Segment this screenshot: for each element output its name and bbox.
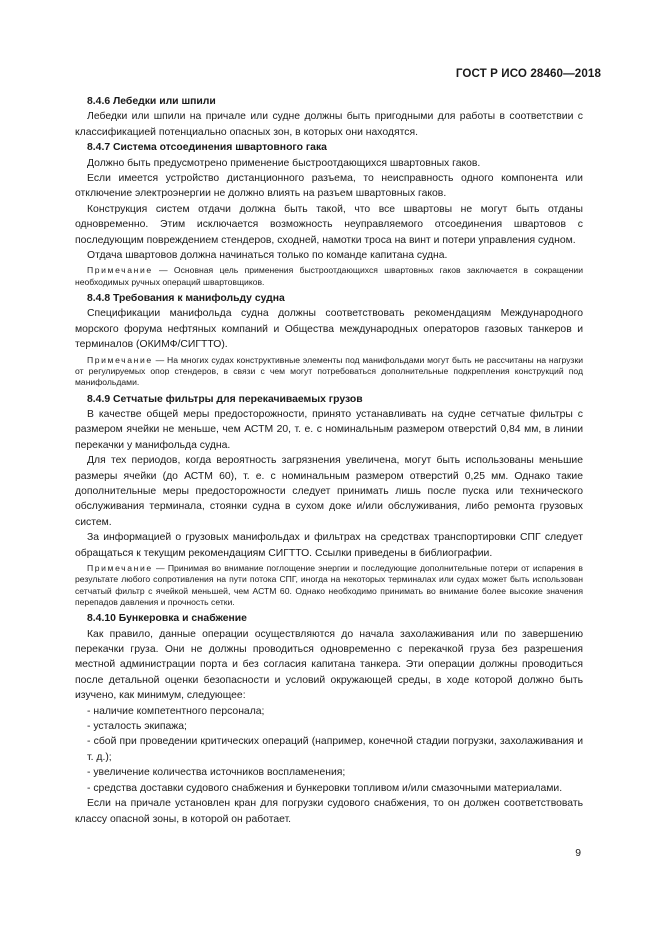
section-heading-8-4-7: 8.4.7 Система отсоединения швартовного гака	[87, 142, 327, 154]
paragraph: Если имеется устройство дистанционного разъема, то неисправность одного компонента или отключение электроэнергии не должно влиять на разъем швартовных гаков.	[75, 173, 583, 200]
main-content	[75, 94, 583, 827]
list-item: - усталость экипажа;	[87, 721, 187, 733]
list-item: - средства доставки судового снабжения и бункеровки топливом и/или смазочными материалами.	[87, 782, 563, 794]
note-text: — На многих судах конструктивные элементы под манифольдами могут быть не рассчитаны на нагрузки от регулируемых опор стендеров, в связи с чем могут потребоваться дополнительные подкрепления конструкций под манифольдами.	[75, 354, 583, 388]
note-text: — Принимая во внимание поглощение энергии и последующие дополнительные потери от испарения в результате любого сопротивления на пути потока СПГ, иногда на некоторых терминалах или судах может быть использован сетчатый фильтр с ячейкой меньшей, чем АСТМ 60. Однако необходимо принимать во внимание более высокие значения перепадов давления и прочность сетки.	[75, 563, 583, 607]
paragraph: Отдача швартовов должна начинаться только по команде капитана судна.	[87, 250, 448, 262]
paragraph: В качестве общей меры предосторожности, принято устанавливать на судне сетчатые фильтры с размером ячейки не меньше, чем АСТМ 20, т. е. с номинальным размером отверстий 0,84 мм, в линии перекачки у манифольда судна.	[75, 408, 583, 451]
note-text: — Основная цель применения быстроотдающихся швартовных гаков заключается в сокращении необходимых ручных операций швартовщиков.	[75, 265, 583, 287]
section-heading-8-4-8: 8.4.8 Требования к манифольду судна	[87, 293, 285, 305]
paragraph: Если на причале установлен кран для погрузки судового снабжения, то он должен соответствовать классу опасной зоны, в которой он работает.	[75, 798, 583, 825]
paragraph: Лебедки или шпили на причале или судне должны быть пригодными для работы в соответствии с классификацией потенциально опасных зон, в которых они находятся.	[75, 111, 583, 138]
standard-number: ГОСТ Р ИСО 28460—2018	[455, 67, 601, 80]
note-label: Примечание	[87, 563, 153, 574]
section-heading-8-4-6: 8.4.6 Лебедки или шпили	[87, 96, 216, 107]
paragraph: Для тех периодов, когда вероятность загрязнения увеличена, могут быть использованы меньшие размеры ячейки (до АСТМ 60), т. е. с номинальным размером отверстий 0,25 мм. Однако такие дополнительные меры предосторожности следует принимать лишь после пуска или технического обслуживания терминала, стоянки судна в сухом доке и/или обслуживания, либо ремонта грузовых систем.	[75, 455, 583, 528]
list-item: - увеличение количества источников воспламенения;	[87, 767, 346, 779]
section-heading-8-4-9: 8.4.9 Сетчатые фильтры для перекачиваемых грузов	[87, 393, 363, 405]
note	[75, 355, 583, 389]
paragraph: Должно быть предусмотрено применение быстроотдающихся швартовных гаков.	[87, 157, 481, 169]
paragraph: Как правило, данные операции осуществляются до начала захолаживания или по завершению перекачки груза. Они не должны проводиться одновременно с перекачкой груза без разрешения местной администрации порта и без согласия капитана танкера. Эти операции должны проводиться после детальной оценки безопасности и условий окружающей среды, в ходе которой должно быть изучено, как минимум, следующее:	[75, 628, 583, 702]
list-item: - сбой при проведении критических операций (например, конечной стадии погрузки, захолаживания и т. д.);	[87, 736, 583, 763]
note	[75, 563, 583, 608]
section-heading-8-4-10: 8.4.10 Бункеровка и снабжение	[87, 613, 247, 625]
list-item: - наличие компетентного персонала;	[87, 705, 265, 717]
paragraph: Конструкция систем отдачи должна быть такой, что все швартовы не могут быть отданы одновременно. Этим исключается возможность неуправляемого отсоединения швартовов с последующим повреждением стендеров, сходней, намотки троса на винт и потери управления судном.	[75, 203, 583, 246]
page-number: 9	[575, 848, 581, 859]
note-label: Примечание	[87, 354, 153, 365]
note	[75, 265, 583, 288]
paragraph: За информацией о грузовых манифольдах и фильтрах на средствах транспортировки СПГ следует обращаться к текущим рекомендациям СИГТТО. Ссылки приведены в библиографии.	[75, 532, 583, 559]
paragraph: Спецификации манифольда судна должны соответствовать рекомендациям Международного морского форума нефтяных компаний и Общества международных операторов газовых танкеров и терминалов (ОКИМФ/СИГТТО).	[75, 308, 583, 351]
note-label: Примечание	[87, 265, 153, 276]
